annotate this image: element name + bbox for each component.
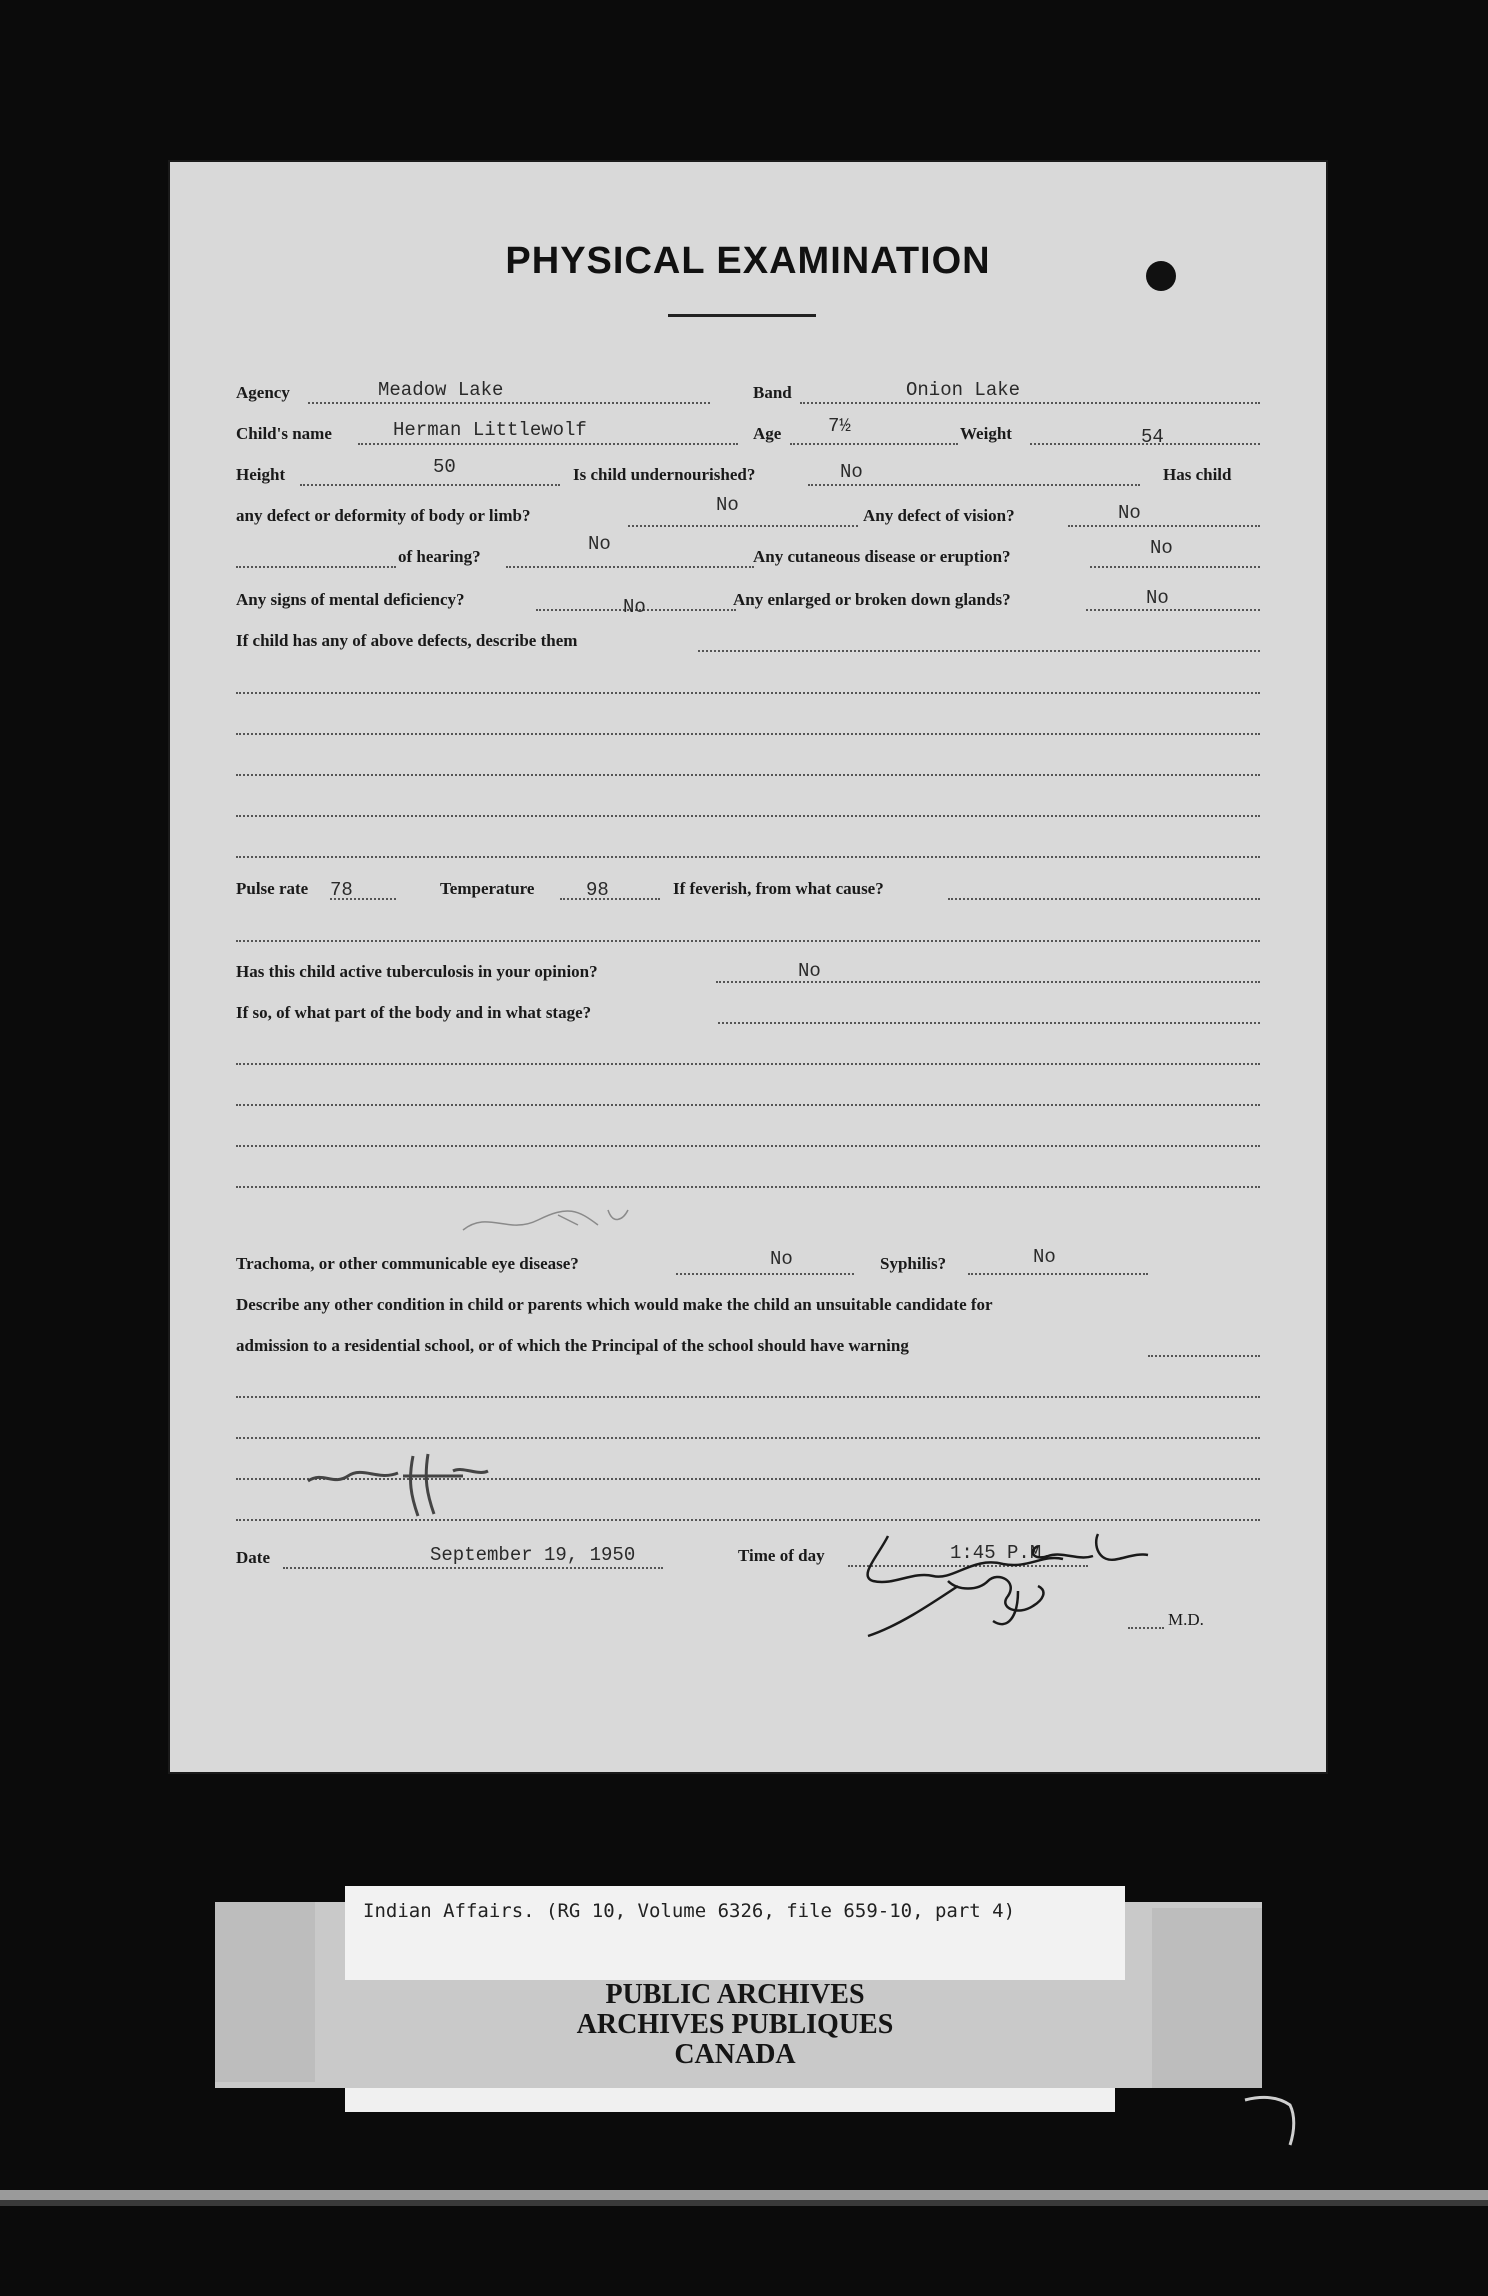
punch-hole [1146, 261, 1176, 291]
archive-reference-strip [345, 1886, 1125, 1980]
archive-line-3: CANADA [674, 2039, 796, 2070]
title-underline [668, 314, 816, 317]
blank-line [236, 1104, 1260, 1106]
cutaneous-line [1090, 566, 1260, 568]
glands-label: Any enlarged or broken down glands? [733, 590, 1011, 609]
blank-line [236, 1437, 1260, 1439]
archive-line-2: ARCHIVES PUBLIQUES [576, 2009, 894, 2040]
weight-value: 54 [1141, 426, 1164, 448]
trachoma-label: Trachoma, or other communicable eye disease? [236, 1254, 579, 1273]
tuberculosis-label: Has this child active tuberculosis in your opinion? [236, 962, 598, 981]
faint-scribble [458, 1200, 638, 1240]
scan-edge [0, 2190, 1488, 2200]
syphilis-value: No [1033, 1246, 1056, 1268]
defect-vision-label: Any defect of vision? [863, 506, 1015, 525]
glands-value: No [1146, 587, 1169, 609]
blank-line [236, 940, 1260, 942]
hearing-label: of hearing? [398, 547, 481, 566]
md-label: M.D. [1168, 1610, 1204, 1629]
undernourished-line [808, 484, 1140, 486]
archive-line-1: PUBLIC ARCHIVES [605, 1979, 865, 2010]
mental-value: No [623, 596, 646, 618]
age-label: Age [753, 424, 782, 443]
hearing-value: No [588, 533, 611, 555]
childs-name-label: Child's name [236, 424, 332, 443]
has-child-label: Has child [1163, 465, 1232, 484]
tb-part-label: If so, of what part of the body and in what stage? [236, 1003, 592, 1022]
height-line [300, 484, 560, 486]
childs-name-value: Herman Littlewolf [393, 419, 587, 441]
tuberculosis-value: No [798, 960, 821, 982]
weight-label: Weight [960, 424, 1012, 443]
cutaneous-value: No [1150, 537, 1173, 559]
time-of-day-label: Time of day [738, 1546, 825, 1565]
blank-line [236, 815, 1260, 817]
agency-label: Agency [236, 383, 290, 402]
syphilis-label: Syphilis? [880, 1254, 947, 1273]
md-line [1128, 1627, 1164, 1629]
corner-mark [1240, 2090, 1310, 2160]
label-tab-right [1152, 1908, 1262, 2088]
describe-defects-label: If child has any of above defects, describe them [236, 631, 578, 650]
archive-reference: Indian Affairs. (RG 10, Volume 6326, file 659-10, part 4) [363, 1900, 1016, 1922]
band-label: Band [753, 383, 792, 402]
age-value: 7½ [828, 415, 851, 437]
scan-edge-shadow [0, 2200, 1488, 2206]
blank-line [236, 692, 1260, 694]
form-title: PHYSICAL EXAMINATION [505, 240, 991, 282]
defect-body-line [628, 525, 858, 527]
hearing-lead-line [236, 566, 396, 568]
label-tab-left [215, 1902, 315, 2082]
height-value: 50 [433, 456, 456, 478]
temperature-value: 98 [586, 879, 609, 901]
temperature-line [560, 898, 660, 900]
describe-defects-line [698, 650, 1260, 652]
date-label: Date [236, 1548, 270, 1567]
height-label: Height [236, 465, 286, 484]
blank-line [236, 774, 1260, 776]
time-value: 1:45 P.M. [950, 1542, 1053, 1564]
describe-other-label-cont: admission to a residential school, or of which the Principal of the school should have warning [236, 1336, 909, 1355]
childs-name-line [358, 443, 738, 445]
blank-line [236, 856, 1260, 858]
undernourished-label: Is child undernourished? [573, 465, 756, 484]
defect-body-label: any defect or deformity of body or limb? [236, 506, 531, 525]
band-value: Onion Lake [906, 379, 1021, 401]
blank-line [236, 1396, 1260, 1398]
cutaneous-label: Any cutaneous disease or eruption? [753, 547, 1011, 566]
hearing-line [506, 566, 754, 568]
age-line [790, 443, 958, 445]
describe-other-line [1148, 1355, 1260, 1357]
label-bottom-strip [345, 2088, 1115, 2112]
archive-stamp [345, 1980, 1125, 2070]
defect-vision-value: No [1118, 502, 1141, 524]
trachoma-value: No [770, 1248, 793, 1270]
blank-line [236, 1145, 1260, 1147]
pulse-value: 78 [330, 879, 353, 901]
examination-form [168, 160, 1328, 1774]
syphilis-line [968, 1273, 1148, 1275]
agency-line [308, 402, 710, 404]
temperature-label: Temperature [440, 879, 535, 898]
describe-other-label: Describe any other condition in child or parents which would make the child an unsuitable candidate for [236, 1295, 993, 1314]
pulse-label: Pulse rate [236, 879, 309, 898]
feverish-line [948, 898, 1260, 900]
bleed-through-initials [303, 1446, 503, 1526]
tb-part-line [718, 1022, 1260, 1024]
blank-line [236, 1186, 1260, 1188]
defect-body-value: No [716, 494, 739, 516]
defect-vision-line [1068, 525, 1260, 527]
mental-label: Any signs of mental deficiency? [236, 590, 465, 609]
undernourished-value: No [840, 461, 863, 483]
date-value: September 19, 1950 [430, 1544, 636, 1566]
blank-line [236, 733, 1260, 735]
agency-value: Meadow Lake [378, 379, 504, 401]
date-line [283, 1567, 663, 1569]
feverish-label: If feverish, from what cause? [673, 879, 884, 898]
band-line [800, 402, 1260, 404]
blank-line [236, 1063, 1260, 1065]
glands-line [1086, 609, 1260, 611]
trachoma-line [676, 1273, 854, 1275]
